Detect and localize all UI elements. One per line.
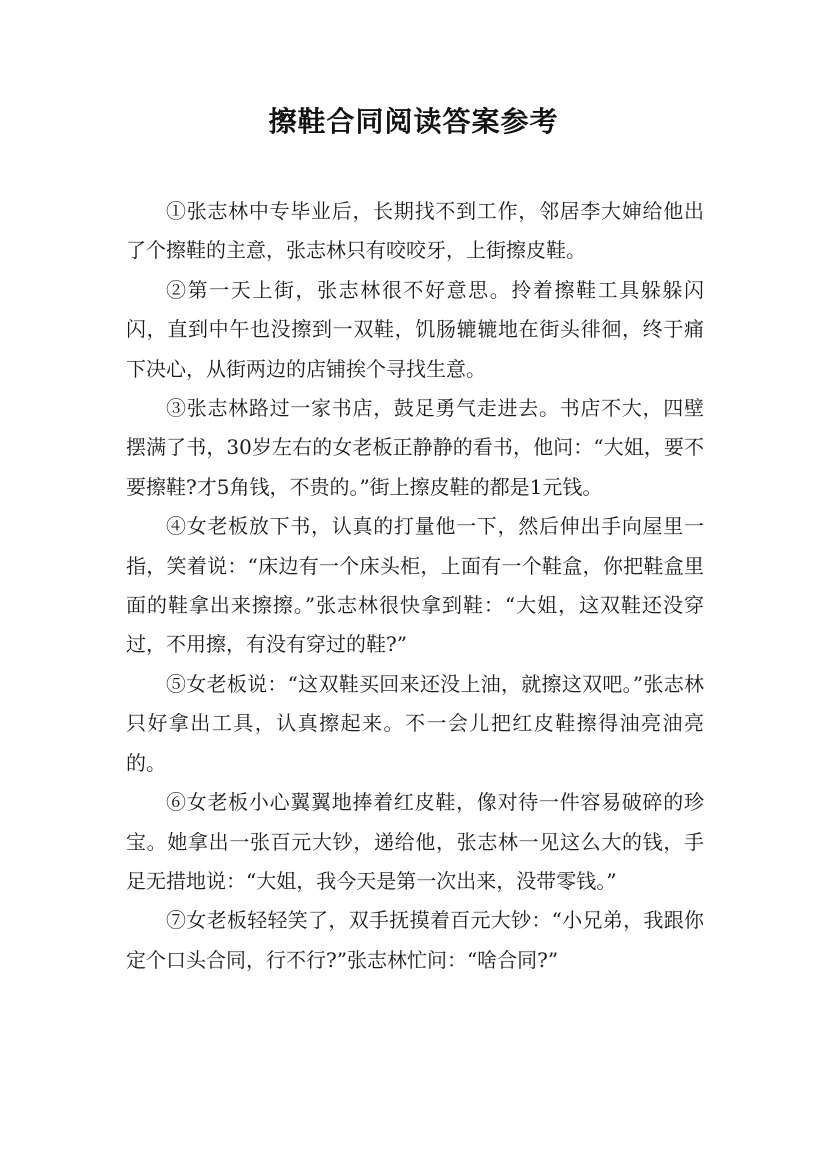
document-body [126,192,704,980]
paragraph-3: ③张志林路过一家书店，鼓足勇气走进去。书店不大，四壁摆满了书，30岁左右的女老板正静静的看书，他问：“大姐，要不要擦鞋?才5角钱，不贵的。”街上擦皮鞋的都是1元钱。 [126,396,704,499]
paragraph-4: ④女老板放下书，认真的打量他一下，然后伸出手向屋里一指，笑着说：“床边有一个床头柜，上面有一个鞋盒，你把鞋盒里面的鞋拿出来擦擦。”张志林很快拿到鞋：“大姐，这双鞋还没穿过，不用擦，有没有穿过的鞋?” [126,514,704,657]
paragraph-6: ⑥女老板小心翼翼地捧着红皮鞋，像对待一件容易破碎的珍宝。她拿出一张百元大钞，递给他，张志林一见这么大的钱，手足无措地说：“大姐，我今天是第一次出来，没带零钱。” [126,790,704,893]
document-title: 擦鞋合同阅读答案参考 [268,105,559,138]
paragraph-1: ①张志林中专毕业后，长期找不到工作，邻居李大婶给他出了个擦鞋的主意，张志林只有咬咬牙，上街擦皮鞋。 [126,199,704,263]
paragraph-7: ⑦女老板轻轻笑了，双手抚摸着百元大钞：“小兄弟，我跟你定个口头合同，行不行?”张志林忙问：“啥合同?” [126,908,704,972]
paragraph-2: ②第一天上街，张志林很不好意思。拎着擦鞋工具躲躲闪闪，直到中午也没擦到一双鞋，饥肠辘辘地在街头徘徊，终于痛下决心，从街两边的店铺挨个寻找生意。 [126,277,704,381]
paragraph-5: ⑤女老板说：“这双鞋买回来还没上油，就擦这双吧。”张志林只好拿出工具，认真擦起来。不一会儿把红皮鞋擦得油亮油亮的。 [126,671,704,775]
